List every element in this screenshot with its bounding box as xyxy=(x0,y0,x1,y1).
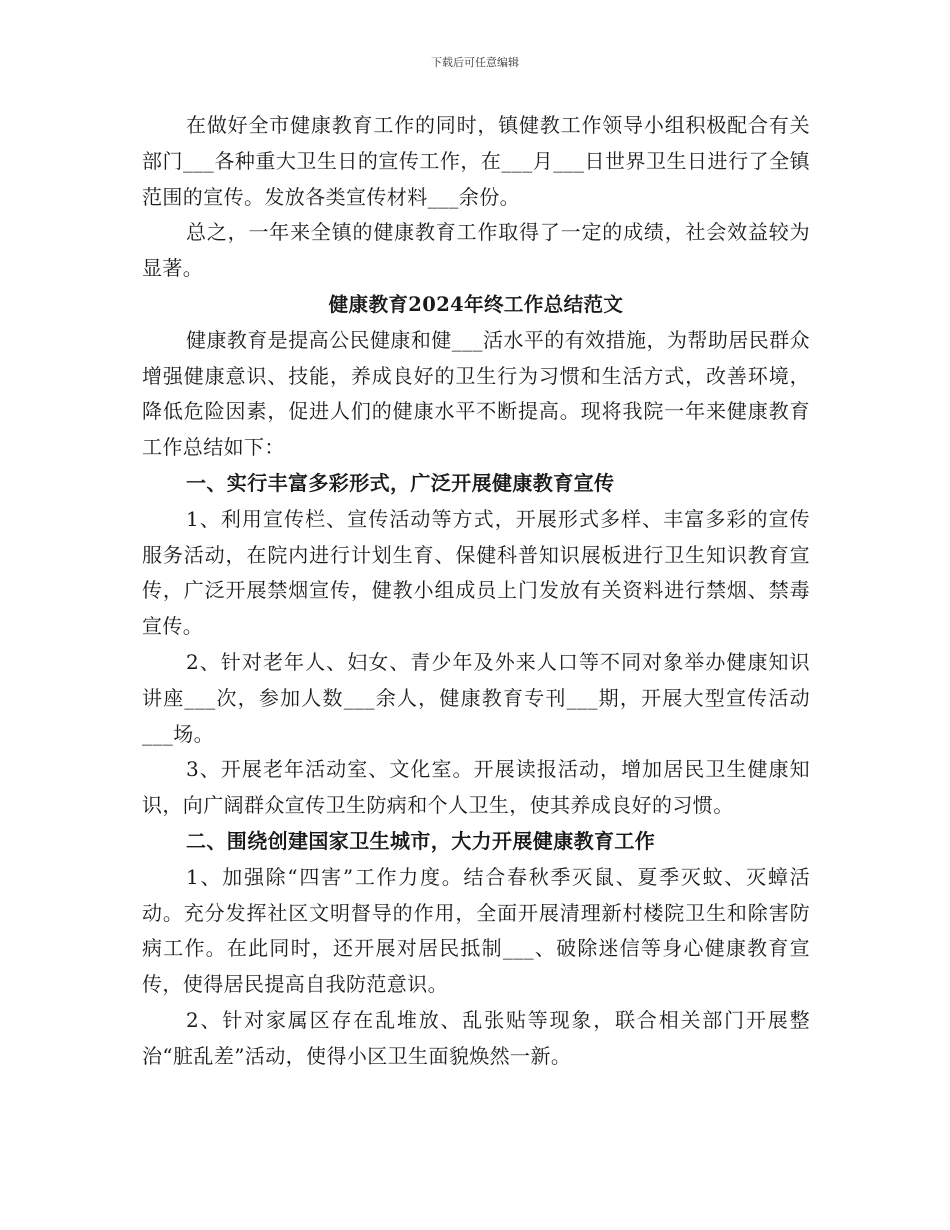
paragraph-item-1-1: 1、利用宣传栏、宣传活动等方式，开展形式多样、丰富多彩的宣传服务活动，在院内进行计划生育、保健科普知识展板进行卫生知识教育宣传，广泛开展禁烟宣传，健教小组成员上门发放有关资料进行禁烟、禁毒宣传。 xyxy=(142,506,810,639)
paragraph-item-2-1: 1、加强除“四害”工作力度。结合春秋季灭鼠、夏季灭蚊、灭蟑活动。充分发挥社区文明督导的作用，全面开展清理新村楼院卫生和除害防病工作。在此同时，还开展对居民抵制___、破除迷信等身心健康教育宣传，使得居民提高自我防范意识。 xyxy=(142,864,810,997)
paragraph-item-2-2: 2、针对家属区存在乱堆放、乱张贴等现象，联合相关部门开展整治“脏乱差”活动，使得小区卫生面貌焕然一新。 xyxy=(142,1007,810,1068)
section-heading-1: 一、实行丰富多彩形式，广泛开展健康教育宣传 xyxy=(186,470,615,495)
paragraph-item-1-2: 2、针对老年人、妇女、青少年及外来人口等不同对象举办健康知识讲座___次，参加人数___余人，健康教育专刊___期，开展大型宣传活动___场。 xyxy=(142,649,810,746)
paragraph-conclusion: 总之，一年来全镇的健康教育工作取得了一定的成绩，社会效益较为显著。 xyxy=(142,220,810,281)
document-body xyxy=(142,108,810,1075)
paragraph-item-1-3: 3、开展老年活动室、文化室。开展读报活动，增加居民卫生健康知识，向广阔群众宣传卫生防病和个人卫生，使其养成良好的习惯。 xyxy=(142,757,810,818)
paragraph-intro: 健康教育是提高公民健康和健___活水平的有效措施，为帮助居民群众增强健康意识、技能，养成良好的卫生行为习惯和生活方式，改善环境，降低危险因素，促进人们的健康水平不断提高。现将我院一年来健康教育工作总结如下： xyxy=(142,327,810,460)
section-heading-2: 二、围绕创建国家卫生城市，大力开展健康教育工作 xyxy=(186,828,656,853)
document-title: 健康教育2024年终工作总结范文 xyxy=(328,292,624,316)
paragraph-cooperation: 在做好全市健康教育工作的同时，镇健教工作领导小组积极配合有关部门___各种重大卫生日的宣传工作，在___月___日世界卫生日进行了全镇范围的宣传。发放各类宣传材料___余份。 xyxy=(142,113,810,209)
page-header-note: 下载后可任意编辑 xyxy=(431,56,519,69)
